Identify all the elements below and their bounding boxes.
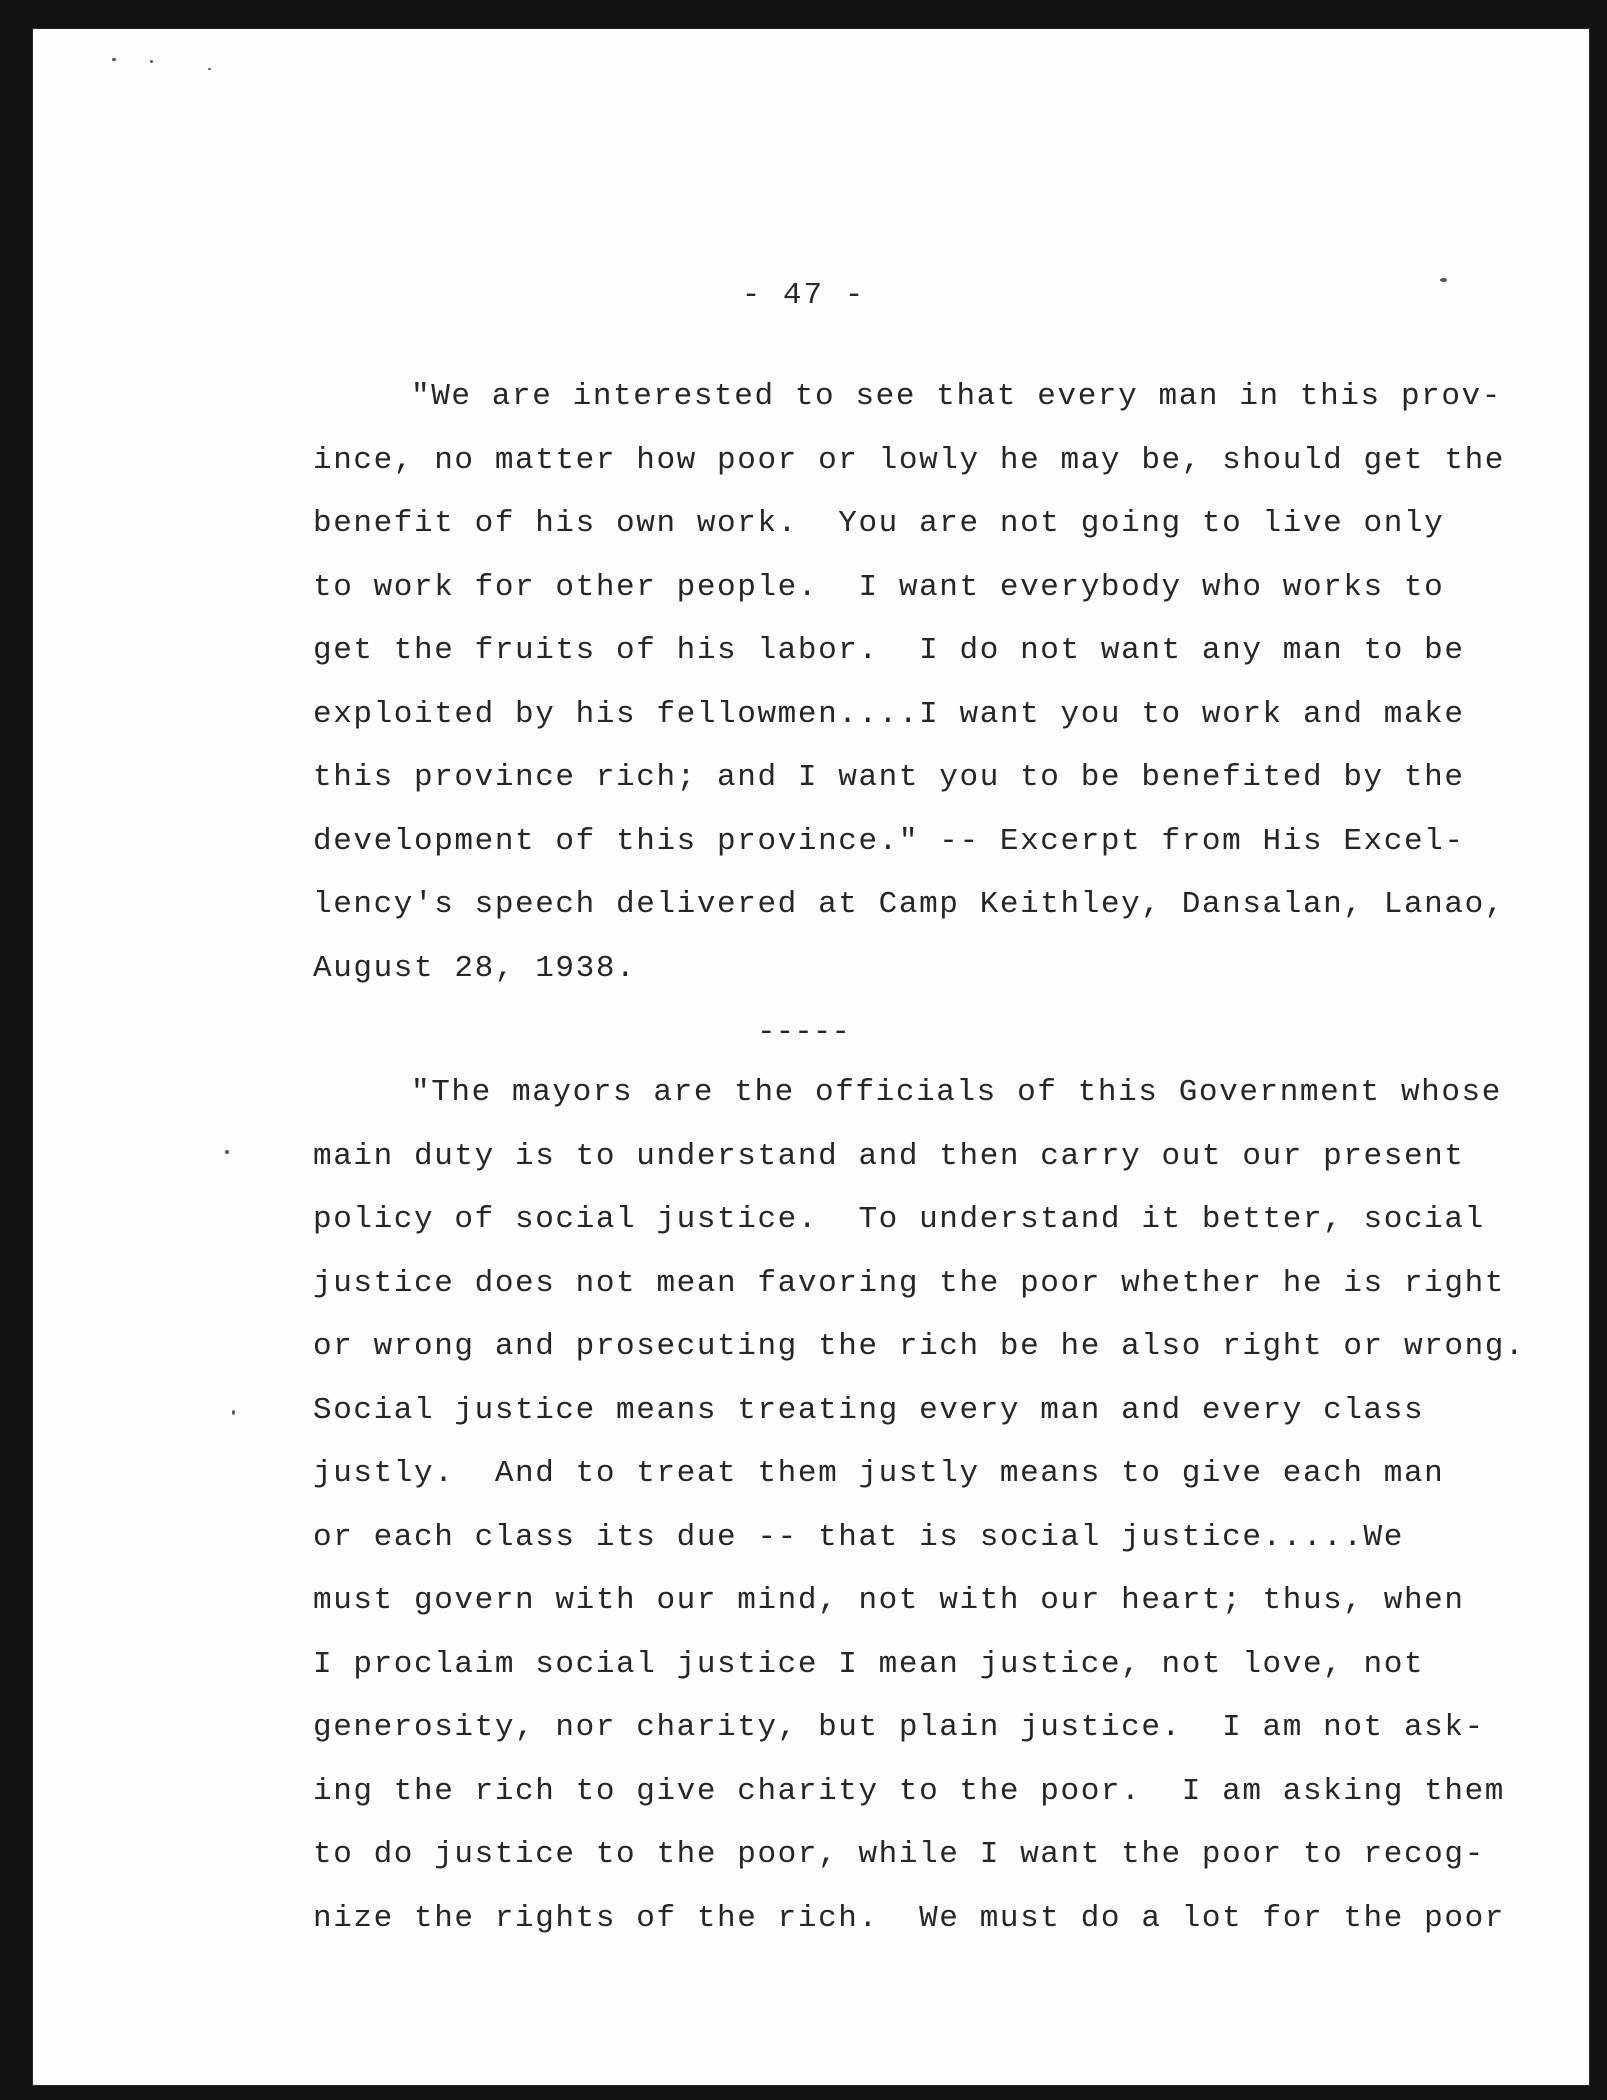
page-number: - 47 - [741,278,866,313]
text-line: lency's speech delivered at Camp Keithley, Dansalan, Lanao, [313,887,1505,922]
section-separator: ----- [756,1015,850,1050]
text-line: justly. And to treat them justly means to give each man [313,1456,1445,1491]
text-line: must govern with our mind, not with our heart; thus, when [313,1583,1465,1618]
text-line: ing the rich to give charity to the poor. I am asking them [313,1773,1505,1809]
paragraph-speech-excerpt [313,365,1505,1000]
text-line: policy of social justice. To understand it better, social [313,1202,1485,1237]
text-line: Social justice means treating every man and every class [313,1392,1425,1428]
text-line: "We are interested to see that every man in this prov- [411,379,1502,414]
text-line: to work for other people. I want everybody who works to [313,569,1445,605]
text-line: justice does not mean favoring the poor whether he is right [313,1265,1505,1301]
scan-speck [150,60,153,63]
text-line: benefit of his own work. You are not going to live only [313,506,1445,541]
text-line: exploited by his fellowmen....I want you to work and make [313,696,1465,732]
text-line: August 28, 1938. [313,950,637,986]
text-line: or wrong and prosecuting the rich be he also right or wrong. [313,1329,1526,1364]
text-line: I proclaim social justice I mean justice, not love, not [313,1646,1425,1682]
text-line: or each class its due -- that is social justice.....We [313,1519,1404,1555]
text-line: nize the rights of the rich. We must do a lot for the poor [313,1900,1505,1936]
text-line: get the fruits of his labor. I do not want any man to be [313,633,1465,668]
text-line: to do justice to the poor, while I want the poor to recog- [313,1837,1485,1872]
scan-speck [232,1410,235,1415]
text-line: main duty is to understand and then carry out our present [313,1138,1465,1174]
paragraph-social-justice [313,1061,1525,1950]
scan-speck [112,58,116,61]
scan-speck [225,1150,229,1154]
scan-speck [208,68,211,70]
text-line: "The mayors are the officials of this Government whose [411,1075,1502,1110]
text-line: development of this province." -- Excerpt from His Excel- [313,823,1465,859]
text-line: ince, no matter how poor or lowly he may be, should get the [313,442,1505,478]
text-line: generosity, nor charity, but plain justice. I am not ask- [313,1710,1485,1745]
text-line: this province rich; and I want you to be benefited by the [313,760,1465,795]
